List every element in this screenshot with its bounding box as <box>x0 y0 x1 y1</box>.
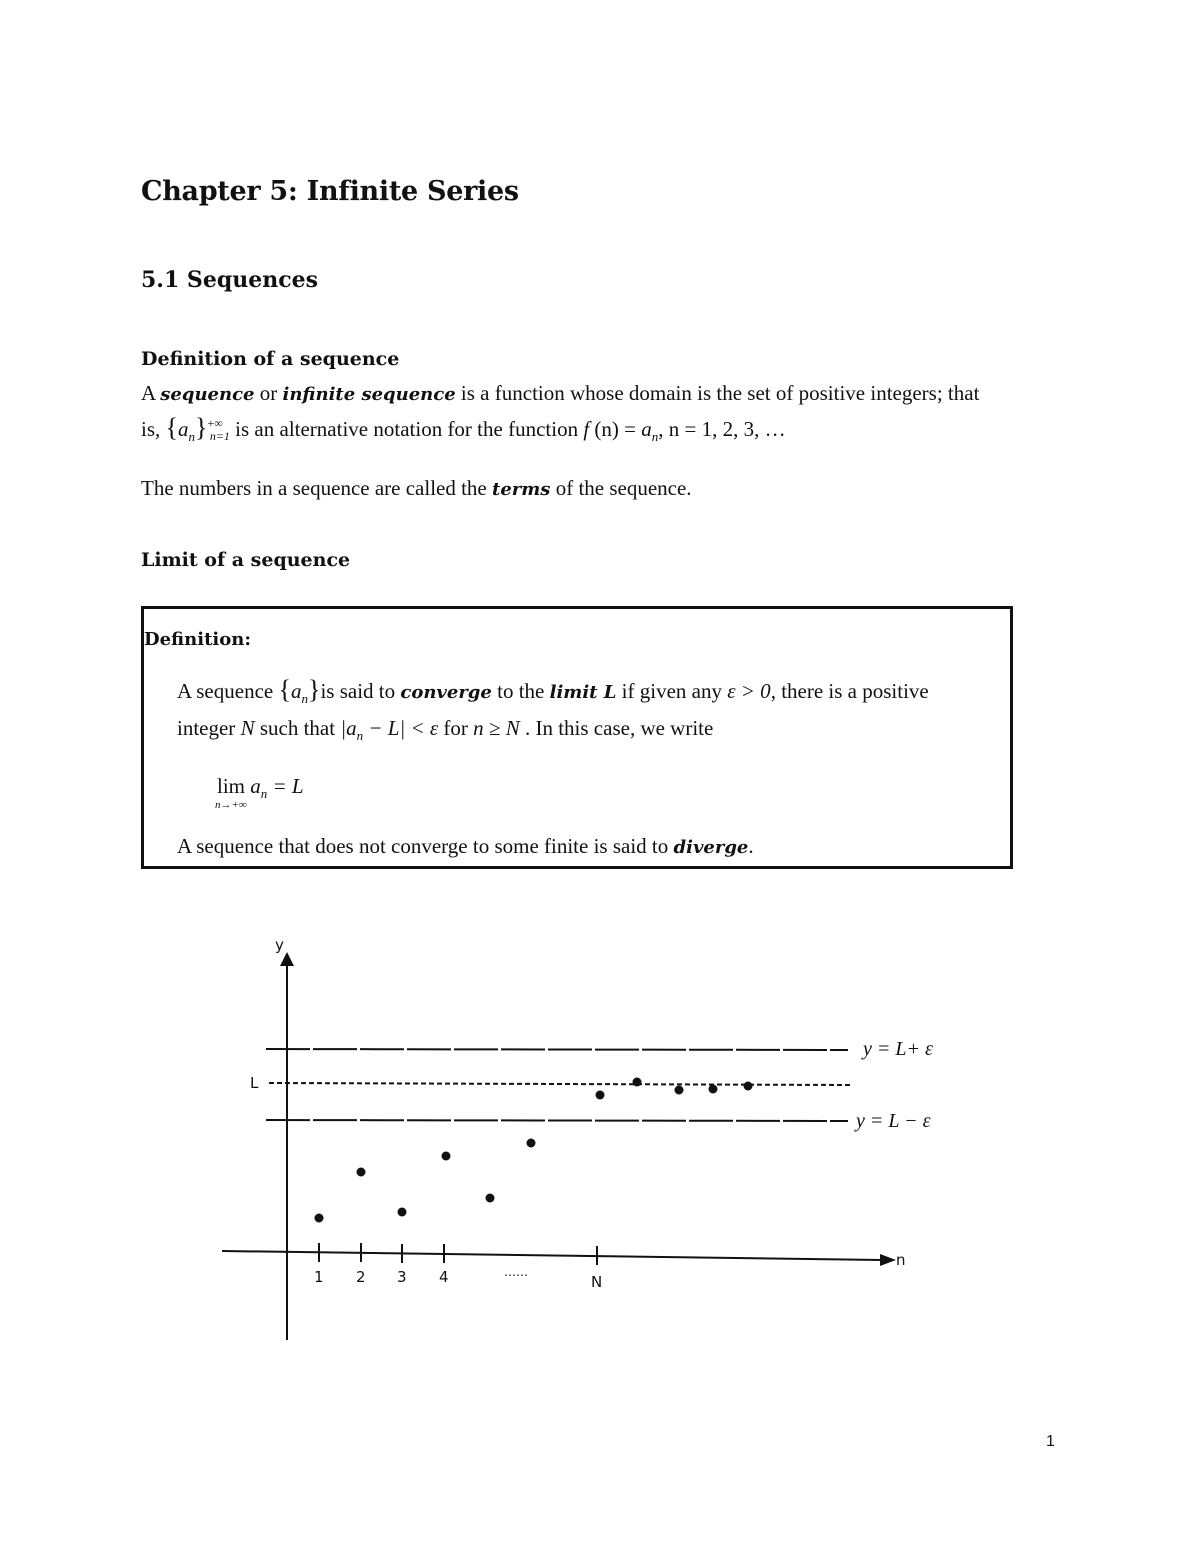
tick-label-2: 2 <box>356 1268 366 1286</box>
text: integer <box>177 716 241 740</box>
subscript-n: n <box>260 786 268 801</box>
var-N: N <box>240 716 255 740</box>
text: or <box>254 381 283 405</box>
text: for <box>438 716 474 740</box>
subscript-n: n <box>301 691 308 706</box>
box-title: Definition: <box>144 629 251 650</box>
sequence-point <box>744 1082 753 1091</box>
y-axis-label: y <box>275 936 284 954</box>
text: . <box>748 834 754 858</box>
tick-label-1: 1 <box>314 1268 324 1286</box>
sequence-point <box>315 1214 324 1223</box>
tick-label-ellipsis: …… <box>504 1265 528 1279</box>
tick-label-N: N <box>591 1273 603 1291</box>
text: The numbers in a sequence are called the <box>141 476 493 500</box>
definition-heading: Definition of a sequence <box>141 348 400 370</box>
text: to the <box>491 679 550 703</box>
term-converge: converge <box>400 682 492 703</box>
upper-bound-label-text: y = L+ ε <box>863 1038 933 1060</box>
lower-bound: n=1 <box>209 429 230 443</box>
chapter-title: Chapter 5: Infinite Series <box>141 176 519 207</box>
sequence-point <box>486 1194 495 1203</box>
sequence-point <box>357 1168 366 1177</box>
brace-close: } <box>307 675 321 704</box>
var-a: a <box>641 417 652 441</box>
equals-L: = L <box>267 774 304 798</box>
term-L: L <box>597 682 617 703</box>
term-limit: limit <box>549 682 598 703</box>
lim-operator: lim <box>217 774 246 798</box>
limit-heading: Limit of a sequence <box>141 549 351 571</box>
text: is a function whose domain is the set of positive integers; that <box>455 381 980 405</box>
text: if given any <box>616 679 728 703</box>
tick-label-4: 4 <box>439 1268 449 1286</box>
var-f: f <box>583 417 590 441</box>
upper-bound-line <box>266 1049 848 1050</box>
sequence-point <box>596 1091 605 1100</box>
sequence-point <box>633 1078 642 1087</box>
term-infinite-sequence: infinite sequence <box>282 384 456 405</box>
limit-line <box>269 1083 850 1085</box>
text: is an alternative notation for the function <box>229 417 584 441</box>
n-ge-N: n ≥ N <box>473 716 520 740</box>
text: . In this case, we write <box>519 716 714 740</box>
upper-bound: +∞ <box>207 416 223 430</box>
epsilon-condition: ε > 0 <box>727 679 771 703</box>
brace-open: { <box>278 675 291 704</box>
section-title: 5.1 Sequences <box>141 267 318 293</box>
term-terms: terms <box>492 479 551 500</box>
brace-close: } <box>195 413 208 442</box>
text: A sequence that does not converge to some finite is said to <box>177 834 674 858</box>
var-a: a <box>250 774 261 798</box>
var-a: a <box>178 417 189 441</box>
sequence-point <box>675 1086 684 1095</box>
lower-bound-label-text: y = L − ε <box>856 1110 931 1132</box>
x-axis-label: n <box>896 1251 906 1269</box>
x-axis <box>222 1251 882 1260</box>
x-axis-arrow <box>880 1254 896 1266</box>
tick-label-3: 3 <box>397 1268 407 1286</box>
sequence-point <box>709 1085 718 1094</box>
subscript-n: n <box>356 728 364 743</box>
lower-bound-label <box>854 1110 931 1132</box>
text: , there is a positive <box>770 679 929 703</box>
subscript-n: n <box>188 429 195 444</box>
index-values: , n = 1, 2, 3, … <box>658 417 786 441</box>
text: A sequence <box>177 679 279 703</box>
limit-label: L <box>250 1074 259 1092</box>
sequence-point <box>398 1208 407 1217</box>
brace-open: { <box>165 413 178 442</box>
abs-expression: |a <box>340 716 357 740</box>
var-a: a <box>290 679 302 703</box>
term-diverge: diverge <box>673 837 749 858</box>
text: is, <box>141 417 166 441</box>
text: A <box>141 381 161 405</box>
subscript-n: n <box>651 429 659 444</box>
text: is said to <box>320 679 401 703</box>
text: such that <box>254 716 341 740</box>
term-sequence: sequence <box>160 384 255 405</box>
y-axis-arrow <box>280 952 294 966</box>
abs-expression-rest: − L| < ε <box>363 716 439 740</box>
text: of the sequence. <box>550 476 692 500</box>
page-number: 1 <box>1046 1433 1055 1450</box>
lower-bound-line <box>266 1120 848 1121</box>
lim-subscript: n→+∞ <box>215 799 247 811</box>
sequence-point <box>527 1139 536 1148</box>
upper-bound-label <box>861 1038 933 1060</box>
sequence-point <box>442 1152 451 1161</box>
function-args: (n) = <box>589 417 642 441</box>
